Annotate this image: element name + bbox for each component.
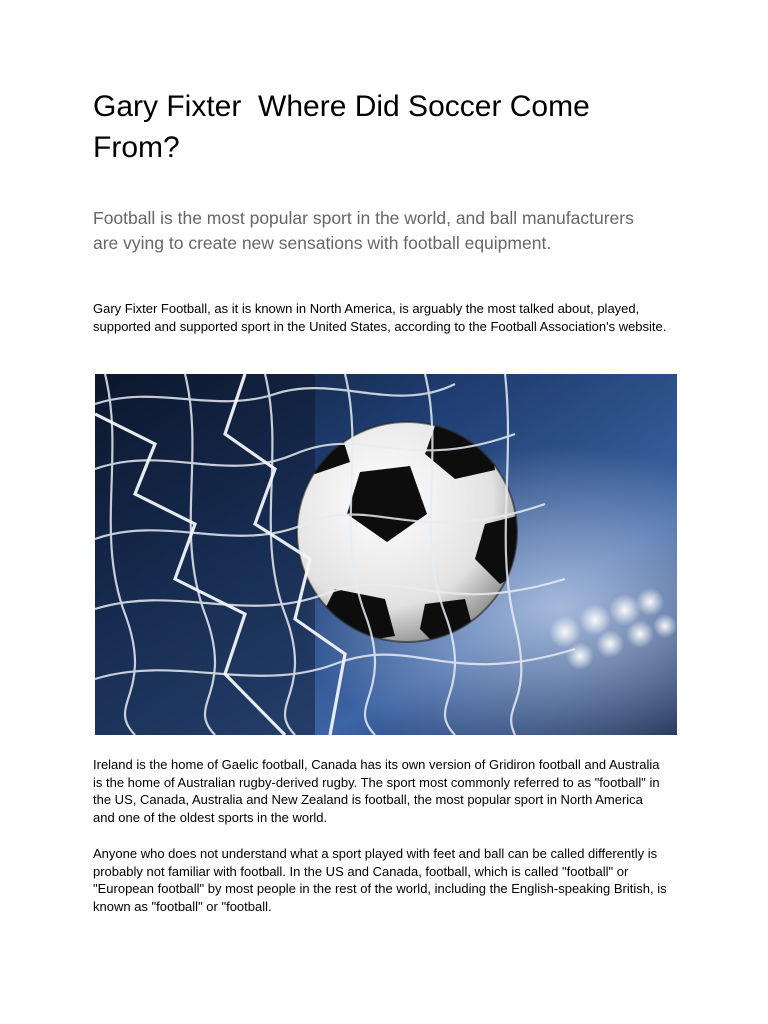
paragraph-intro: Gary Fixter Football, as it is known in North America, is arguably the most talked about, played, supported and supported sport in the United States, according to the Football Association's website. (93, 301, 667, 334)
paragraph-naming: Anyone who does not understand what a sport played with feet and ball can be called differently is probably not familiar with football. In the US and Canada, football, which is called "football" or "European football" by most people in the rest of the world, including the English-speaking British, is known as "football" or "football. (93, 846, 667, 914)
article-title: Gary Fixter Where Did Soccer Come From? (93, 90, 599, 164)
paragraph-gaelic: Ireland is the home of Gaelic football, Canada has its own version of Gridiron football and Australia is the home of Australian rugby-derived rugby. The sport most commonly referred to as "football" in the US, Canada, Australia and New Zealand is football, the most popular sport in North America and one of the oldest sports in the world. (93, 757, 660, 825)
article (93, 86, 683, 914)
soccer-ball-in-net-photo (95, 374, 677, 735)
article-subtitle: Football is the most popular sport in the world, and ball manufacturers are vying to create new sensations with football equipment. (93, 208, 634, 253)
